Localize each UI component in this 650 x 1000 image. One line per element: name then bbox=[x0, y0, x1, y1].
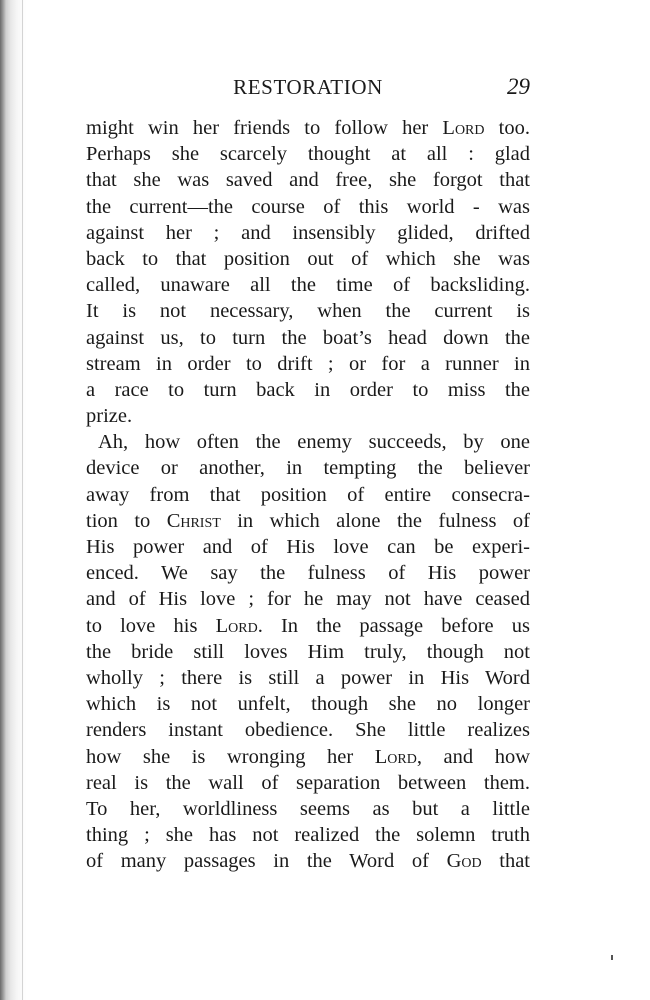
paragraph-start-line: Ah, how often the enemy succeeds, by one bbox=[98, 431, 530, 454]
text-line: which is not unfelt, though she no longer bbox=[86, 693, 530, 716]
text-line: and of His love ; for he may not have ceased bbox=[86, 588, 530, 611]
text-line: called, unaware all the time of backsliding. bbox=[86, 274, 530, 297]
page-gutter-line bbox=[22, 0, 23, 1000]
body-text bbox=[86, 115, 530, 874]
text-line: thing ; she has not realized the solemn truth bbox=[86, 824, 530, 847]
text-line: against us, to turn the boat’s head down the bbox=[86, 326, 530, 349]
paragraph-end-line: prize. bbox=[86, 405, 133, 428]
page-number: 29 bbox=[507, 74, 530, 99]
text-line: renders instant obedience. She little realizes bbox=[86, 719, 530, 742]
running-title: RESTORATION bbox=[233, 75, 383, 99]
text-line: His power and of His love can be experi- bbox=[86, 536, 530, 558]
text-line: Perhaps she scarcely thought at all : glad bbox=[86, 143, 530, 166]
scan-speck bbox=[611, 955, 613, 960]
text-line: the current—the course of this world - was bbox=[86, 195, 530, 218]
text-line: tion to Christ in which alone the fulness of bbox=[86, 509, 530, 532]
text-line: might win her friends to follow her Lord too. bbox=[86, 117, 530, 139]
text-line: back to that position out of which she was bbox=[86, 247, 530, 270]
text-line: It is not necessary, when the current is bbox=[86, 300, 530, 323]
text-line: wholly ; there is still a power in His Word bbox=[86, 666, 530, 689]
text-line: away from that position of entire consecra- bbox=[86, 483, 530, 506]
text-line: of many passages in the Word of God that bbox=[86, 850, 530, 873]
text-line: enced. We say the fulness of His power bbox=[86, 562, 530, 585]
text-line: stream in order to drift ; or for a runner in bbox=[86, 352, 530, 375]
text-line: To her, worldliness seems as but a little bbox=[86, 797, 530, 820]
text-line: against her ; and insensibly glided, drifted bbox=[86, 221, 530, 244]
text-line: the bride still loves Him truly, though not bbox=[86, 640, 530, 663]
text-line: how she is wronging her Lord, and how bbox=[86, 745, 530, 768]
text-line: that she was saved and free, she forgot that bbox=[86, 169, 530, 192]
text-line: a race to turn back in order to miss the bbox=[86, 378, 530, 401]
text-line: real is the wall of separation between them. bbox=[86, 771, 530, 794]
text-line: device or another, in tempting the believer bbox=[86, 457, 530, 480]
text-line: to love his Lord. In the passage before us bbox=[86, 614, 531, 637]
page-header bbox=[86, 72, 530, 102]
